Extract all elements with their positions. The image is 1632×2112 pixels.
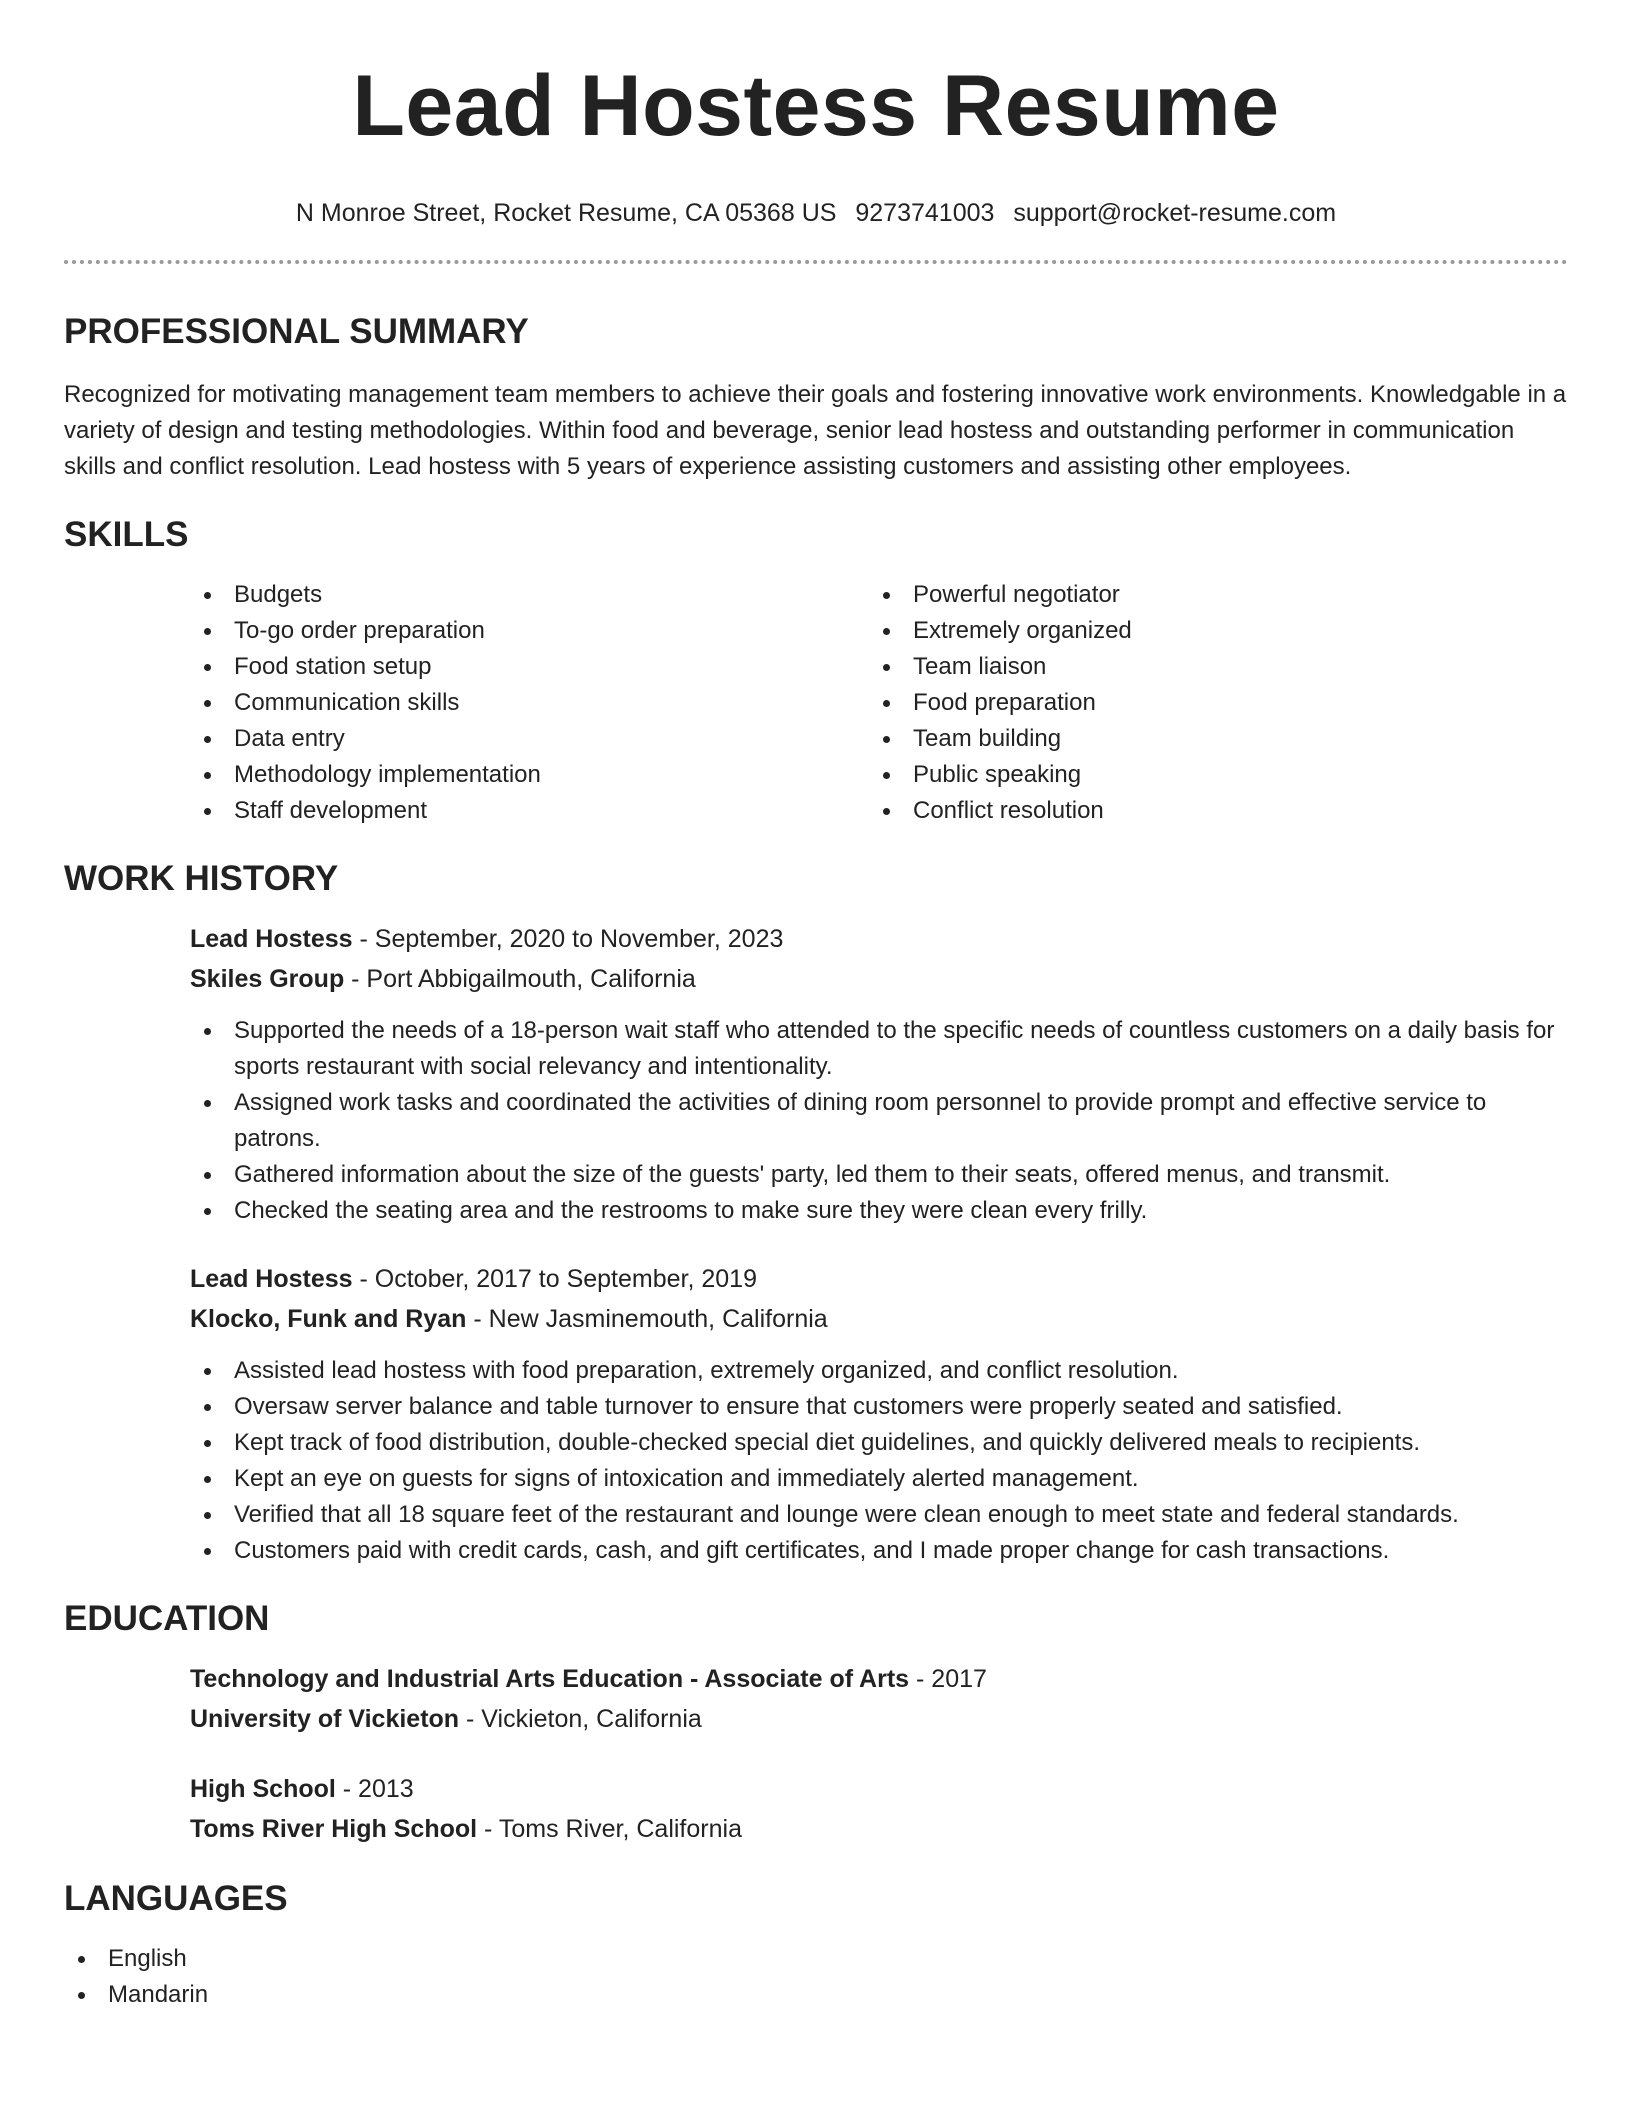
summary-heading: PROFESSIONAL SUMMARY — [64, 312, 529, 351]
job-duty: Assigned work tasks and coordinated the activities of dining room personnel to provide prompt and effective service to patrons. — [190, 1085, 1568, 1157]
language-item: English — [64, 1941, 1568, 1977]
job-duty: Oversaw server balance and table turnover to ensure that customers were properly seated and satisfied. — [190, 1389, 1568, 1425]
job-duty: Checked the seating area and the restrooms to make sure they were clean every frilly. — [190, 1193, 1568, 1229]
skill-item: Staff development — [190, 793, 869, 829]
education-year: - 2013 — [335, 1775, 414, 1803]
skill-item: To-go order preparation — [190, 613, 869, 649]
job-duty: Customers paid with credit cards, cash, and gift certificates, and I made proper change for cash transactions. — [190, 1533, 1568, 1569]
skills-column-left — [190, 577, 869, 829]
contact-address: N Monroe Street, Rocket Resume, CA 05368 US — [295, 199, 837, 227]
job-duty: Verified that all 18 square feet of the restaurant and lounge were clean enough to meet state and federal standards. — [190, 1497, 1568, 1533]
education-school-line — [190, 1809, 1568, 1849]
skill-item: Team building — [869, 721, 1548, 757]
job-entry — [190, 919, 1568, 1229]
skill-item: Extremely organized — [869, 613, 1548, 649]
job-dates: - October, 2017 to September, 2019 — [352, 1265, 757, 1293]
education-degree-line — [190, 1769, 1568, 1809]
skills-column-right — [869, 577, 1548, 829]
education-degree-line — [190, 1659, 1568, 1699]
education-heading: EDUCATION — [64, 1599, 270, 1638]
education-degree: Technology and Industrial Arts Education - Associate of Arts — [190, 1665, 910, 1693]
skill-item: Communication skills — [190, 685, 869, 721]
skill-item: Team liaison — [869, 649, 1548, 685]
job-location: - Port Abbigailmouth, California — [344, 965, 696, 993]
skill-item: Public speaking — [869, 757, 1548, 793]
education-location: - Toms River, California — [477, 1815, 742, 1843]
skill-item: Budgets — [190, 577, 869, 613]
skill-item: Data entry — [190, 721, 869, 757]
education-degree: High School — [190, 1775, 336, 1803]
job-duties — [190, 1353, 1568, 1569]
job-title: Lead Hostess — [190, 1265, 353, 1293]
skill-item: Powerful negotiator — [869, 577, 1548, 613]
header-divider — [64, 260, 1568, 264]
skill-item: Conflict resolution — [869, 793, 1548, 829]
job-company: Klocko, Funk and Ryan — [190, 1305, 467, 1333]
summary-text: Recognized for motivating management team members to achieve their goals and fostering innovative work environments. Knowledgable in a variety of design and testing methodologies. Within food and beverage, senior lead hostess and outstanding performer in communication skills and conflict resolution. Lead hostess with 5 years of experience assisting customers and assisting other employees. — [64, 381, 1567, 480]
contact-line — [64, 198, 1568, 228]
skills-heading: SKILLS — [64, 515, 189, 554]
education-entry — [190, 1769, 1568, 1849]
education-school: Toms River High School — [190, 1815, 478, 1843]
contact-email: support@rocket-resume.com — [1013, 199, 1337, 227]
job-duty: Assisted lead hostess with food preparation, extremely organized, and conflict resolution. — [190, 1353, 1568, 1389]
job-duties — [190, 1013, 1568, 1229]
job-location: - New Jasminemouth, California — [466, 1305, 828, 1333]
skill-item: Methodology implementation — [190, 757, 869, 793]
resume-title: Lead Hostess Resume — [352, 58, 1280, 154]
contact-phone: 9273741003 — [855, 199, 995, 227]
skill-item: Food preparation — [869, 685, 1548, 721]
job-company: Skiles Group — [190, 965, 345, 993]
education-school: University of Vickieton — [190, 1705, 460, 1733]
job-dates: - September, 2020 to November, 2023 — [352, 925, 784, 953]
resume-page — [64, 0, 1568, 2013]
job-duty: Supported the needs of a 18-person wait staff who attended to the specific needs of countless customers on a daily basis for sports restaurant with social relevancy and intentionality. — [190, 1013, 1568, 1085]
job-company-line — [190, 959, 1568, 999]
skills-list — [190, 577, 1568, 829]
job-title-line — [190, 1259, 1568, 1299]
education-year: - 2017 — [909, 1665, 987, 1693]
job-duty: Gathered information about the size of the guests' party, led them to their seats, offered menus, and transmit. — [190, 1157, 1568, 1193]
skill-item: Food station setup — [190, 649, 869, 685]
education-school-line — [190, 1699, 1568, 1739]
job-title: Lead Hostess — [190, 925, 353, 953]
job-duty: Kept an eye on guests for signs of intoxication and immediately alerted management. — [190, 1461, 1568, 1497]
education-location: - Vickieton, California — [459, 1705, 702, 1733]
work-heading: WORK HISTORY — [64, 859, 339, 898]
job-company-line — [190, 1299, 1568, 1339]
education-entry — [190, 1659, 1568, 1739]
job-duty: Kept track of food distribution, double-checked special diet guidelines, and quickly delivered meals to recipients. — [190, 1425, 1568, 1461]
languages-heading: LANGUAGES — [64, 1879, 288, 1918]
languages-list — [64, 1941, 1568, 2013]
job-entry — [190, 1259, 1568, 1569]
language-item: Mandarin — [64, 1977, 1568, 2013]
job-title-line — [190, 919, 1568, 959]
